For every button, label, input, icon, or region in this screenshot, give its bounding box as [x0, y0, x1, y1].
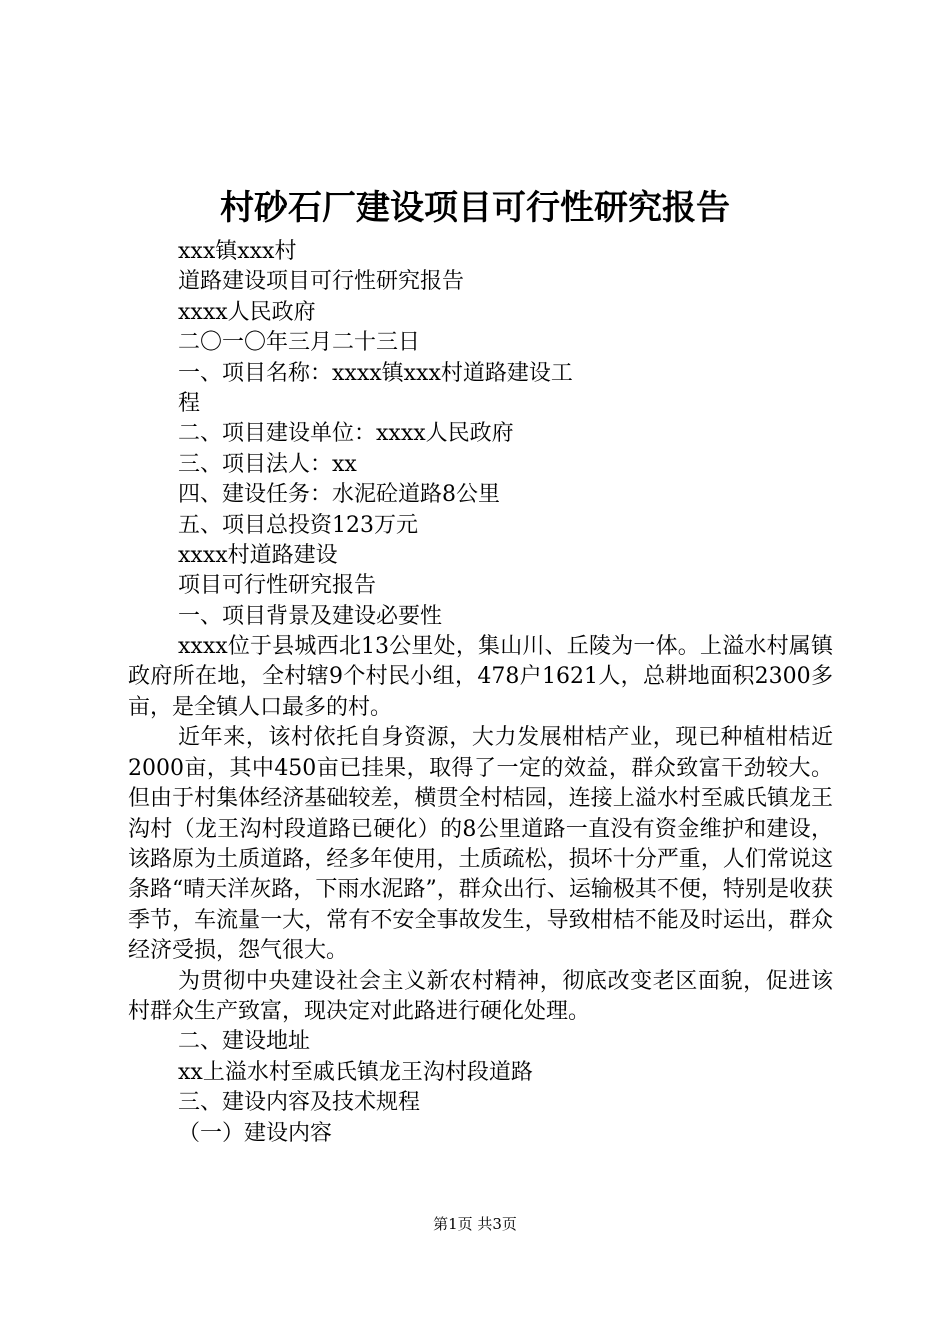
text-line: 一、项目名称：xxxx镇xxx村道路建设工	[178, 360, 573, 386]
section-heading: 二、建设地址	[178, 1029, 311, 1055]
subsection-heading: （一）建设内容	[178, 1120, 333, 1146]
text-line: 二〇一〇年三月二十三日	[178, 330, 421, 356]
body-paragraph: xxxx位于县城西北13公里处，集山川、丘陵为一体。上溢水村属镇政府所在地，全村辖9个村民小组，478户1621人，总耕地面积2300多亩，是全镇人口最多的村。	[128, 634, 833, 720]
text-line: 项目可行性研究报告	[178, 573, 377, 599]
text-line: 道路建设项目可行性研究报告	[178, 269, 465, 295]
text-line: 二、项目建设单位：xxxx人民政府	[178, 421, 514, 447]
text-line: 五、项目总投资123万元	[178, 512, 418, 538]
section-heading: 三、建设内容及技术规程	[178, 1090, 421, 1116]
document-body	[128, 237, 833, 1149]
text-line: 程	[178, 390, 201, 416]
text-line: xxx镇xxx村	[178, 239, 297, 264]
text-line: 三、项目法人：xx	[178, 451, 357, 477]
text-line: xxxx人民政府	[178, 299, 316, 325]
text-line: xxxx村道路建设	[178, 542, 338, 568]
section-heading: 一、项目背景及建设必要性	[178, 603, 443, 629]
page-number-footer: 第1页 共3页	[433, 1215, 517, 1233]
text-line: 四、建设任务：水泥砼道路8公里	[178, 482, 500, 508]
body-paragraph: 为贯彻中央建设社会主义新农村精神，彻底改变老区面貌，促进该村群众生产致富，现决定对此路进行硬化处理。	[128, 968, 833, 1024]
document-title: 村砂石厂建设项目可行性研究报告	[220, 188, 730, 228]
text-line: xx上溢水村至戚氏镇龙王沟村段道路	[178, 1059, 533, 1085]
body-paragraph: 近年来，该村依托自身资源，大力发展柑桔产业，现已种植柑桔近2000亩，其中450亩已挂果，取得了一定的效益，群众致富干劲较大。但由于村集体经济基础较差，横贯全村桔园，连接上溢水村至戚氏镇龙王沟村（龙王沟村段道路已硬化）的8公里道路一直没有资金维护和建设，该路原为土质道路，经多年使用，土质疏松，损坏十分严重，人们常说这条路“晴天洋灰路，下雨水泥路”，群众出行、运输极其不便，特别是收获季节，车流量一大，常有不安全事故发生，导致柑桔不能及时运出，群众经济受损，怨气很大。	[128, 725, 833, 964]
